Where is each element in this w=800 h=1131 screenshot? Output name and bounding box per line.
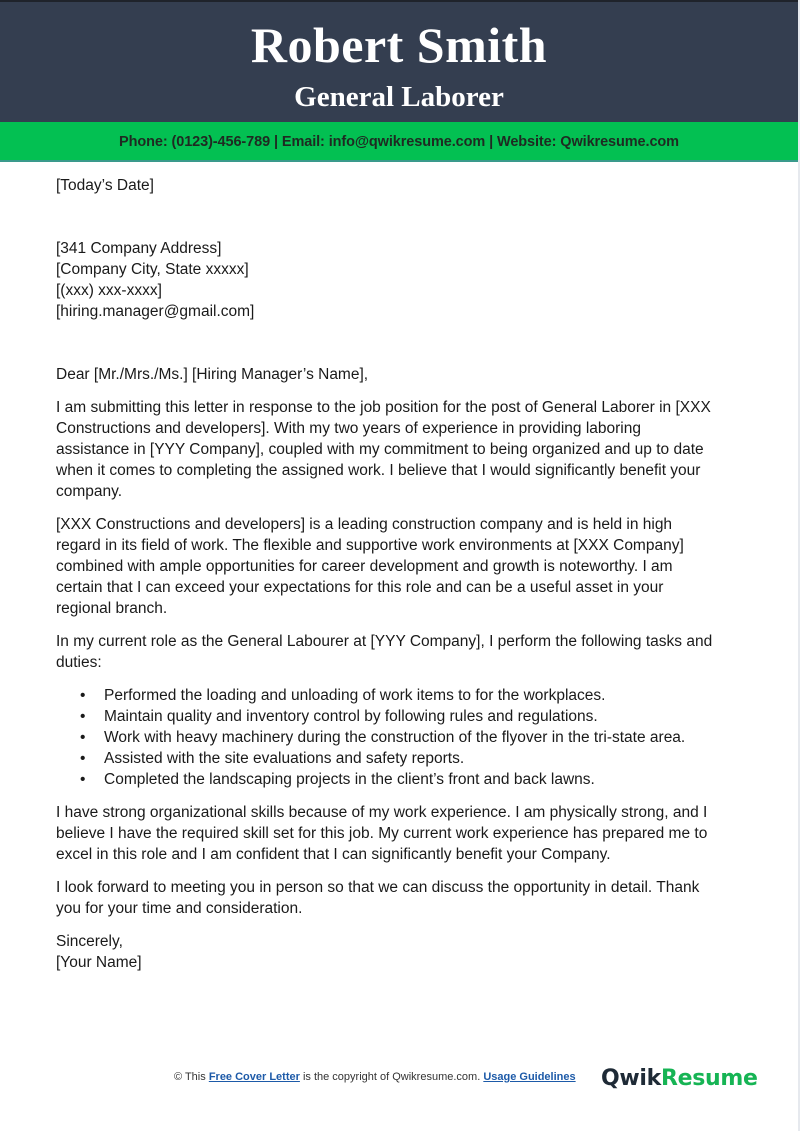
list-item: [56, 706, 746, 727]
qwikresume-logo[interactable]: [601, 1066, 758, 1091]
letter-header: [0, 0, 798, 122]
letter-body: [56, 175, 746, 973]
list-item: [56, 769, 746, 790]
list-item: [56, 748, 746, 769]
paragraph-line: I look forward to meeting you in person so that we can discuss the opportunity in detail. Thank: [56, 879, 700, 896]
footer: [0, 1066, 800, 1090]
copyright-prefix: © This: [174, 1071, 209, 1083]
paragraph-line: believe I have the required skill set for this job. My current work experience has prepared me to: [56, 825, 708, 842]
bullet-icon: •: [80, 771, 86, 788]
bullet-icon: •: [80, 687, 86, 704]
paragraph-line: Constructions and developers]. With my two years of experience in providing laboring: [56, 420, 641, 437]
paragraph-line: [XXX Constructions and developers] is a leading construction company and is held in high: [56, 516, 673, 533]
bullet-icon: •: [80, 729, 86, 746]
job-title: General Laborer: [294, 81, 504, 113]
paragraph-skills: [56, 802, 746, 865]
duty-text: Work with heavy machinery during the construction of the flyover in the tri-state area.: [104, 729, 686, 746]
duty-text: Assisted with the site evaluations and safety reports.: [104, 750, 465, 767]
paragraph-line: duties:: [56, 654, 102, 671]
logo-part-resume: Resume: [661, 1066, 758, 1091]
copyright-notice: [174, 1071, 576, 1083]
paragraph-current-role: [56, 631, 746, 673]
paragraph-line: regional branch.: [56, 600, 168, 617]
paragraph-line: when it comes to completing the assigned work. I believe that I would significantly benefit your: [56, 462, 701, 479]
recipient-address: [341 Company Address]: [56, 240, 222, 257]
duty-text: Completed the landscaping projects in the client’s front and back lawns.: [104, 771, 595, 788]
contact-band: [0, 122, 798, 162]
paragraph-line: In my current role as the General Labourer at [YYY Company], I perform the following tasks and: [56, 633, 713, 650]
recipient-city-state: [Company City, State xxxxx]: [56, 261, 249, 278]
salutation: Dear [Mr./Mrs./Ms.] [Hiring Manager’s Name],: [56, 366, 369, 383]
bullet-icon: •: [80, 750, 86, 767]
signature: [Your Name]: [56, 954, 142, 971]
paragraph-line: I am submitting this letter in response to the job position for the post of General Laborer in [XXX: [56, 399, 711, 416]
paragraph-closing: [56, 877, 746, 919]
logo-part-qwik: Qwik: [601, 1066, 661, 1091]
paragraph-line: assistance in [YYY Company], coupled with my commitment to being organized and up to date: [56, 441, 704, 458]
contact-info: Phone: (0123)-456-789 | Email: info@qwikresume.com | Website: Qwikresume.com: [119, 134, 679, 150]
paragraph-line: company.: [56, 483, 123, 500]
duty-text: Performed the loading and unloading of work items to for the workplaces.: [104, 687, 606, 704]
free-cover-letter-link[interactable]: Free Cover Letter: [208, 1071, 300, 1083]
paragraph-line: combined with ample opportunities for career development and growth is noteworthy. I am: [56, 558, 673, 575]
bullet-icon: •: [80, 708, 86, 725]
letter-date: [Today’s Date]: [56, 177, 154, 194]
applicant-name: Robert Smith: [250, 17, 548, 73]
paragraph-line: you for your time and consideration.: [56, 900, 303, 917]
recipient-block: [56, 238, 746, 322]
paragraph-line: excel in this role and I am confident that I can significantly benefit your Company.: [56, 846, 611, 863]
paragraph-line: certain that I can exceed your expectations for this role and can be a useful asset in your: [56, 579, 664, 596]
paragraph-intro: [56, 397, 746, 502]
duty-text: Maintain quality and inventory control by following rules and regulations.: [104, 708, 598, 725]
list-item: [56, 727, 746, 748]
recipient-phone: [(xxx) xxx-xxxx]: [56, 282, 162, 299]
closing: Sincerely,: [56, 933, 123, 950]
duties-list: [56, 685, 746, 790]
paragraph-company: [56, 514, 746, 619]
copyright-middle: is the copyright of Qwikresume.com.: [299, 1071, 484, 1083]
list-item: [56, 685, 746, 706]
usage-guidelines-link[interactable]: Usage Guidelines: [483, 1071, 576, 1083]
paragraph-line: I have strong organizational skills because of my work experience. I am physically strong, and I: [56, 804, 708, 821]
paragraph-line: regard in its field of work. The flexible and supportive work environments at [XXX Company]: [56, 537, 684, 554]
recipient-email: [hiring.manager@gmail.com]: [56, 303, 255, 320]
